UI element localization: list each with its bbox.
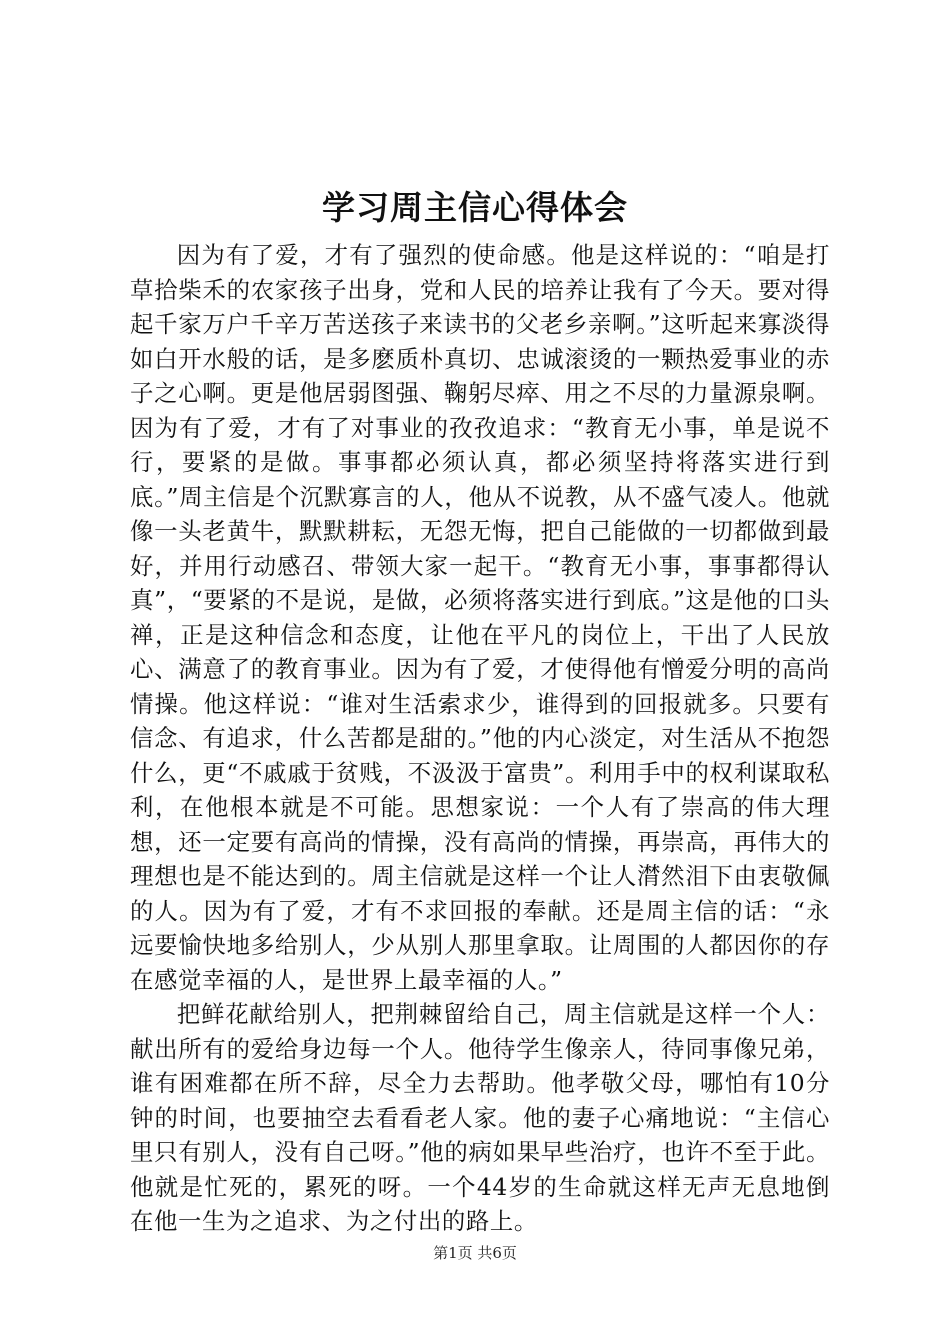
page-footer: 第1页 共6页 (433, 1244, 517, 1262)
document-body (130, 238, 830, 1239)
paragraph-2: 把鲜花献给别人，把荆棘留给自己，周主信就是这样一个人：献出所有的爱给身边每一个人。他待学生像亲人，待同事像兄弟，谁有困难都在所不辞，尽全力去帮助。他孝敬父母，哪怕有10分钟的时间，也要抽空去看看老人家。他的妻子心痛地说：“主信心里只有别人，没有自己呀。”他的病如果早些治疗，也许不至于此。他就是忙死的，累死的呀。一个44岁的生命就这样无声无息地倒在他一生为之追求、为之付出的路上。 (130, 1000, 830, 1235)
document-title: 学习周主信心得体会 (322, 188, 628, 227)
paragraph-1: 因为有了爱，才有了强烈的使命感。他是这样说的：“咱是打草拾柴禾的农家孩子出身，党和人民的培养让我有了今天。要对得起千家万户千辛万苦送孩子来读书的父老乡亲啊。”这听起来寡淡得如白开水般的话，是多麽质朴真切、忠诚滚烫的一颗热爱事业的赤子之心啊。更是他居弱图强、鞠躬尽瘁、用之不尽的力量源泉啊。因为有了爱，才有了对事业的孜孜追求：“教育无小事，单是说不行，要紧的是做。事事都必须认真，都必须坚持将落实进行到底。”周主信是个沉默寡言的人，他从不说教，从不盛气凌人。他就像一头老黄牛，默默耕耘，无怨无悔，把自己能做的一切都做到最好，并用行动感召、带领大家一起干。“教育无小事，事事都得认真”，“要紧的不是说，是做，必须将落实进行到底。”这是他的口头禅，正是这种信念和态度，让他在平凡的岗位上，干出了人民放心、满意了的教育事业。因为有了爱，才使得他有憎爱分明的高尚情操。他这样说：“谁对生活索求少，谁得到的回报就多。只要有信念、有追求，什么苦都是甜的。”他的内心淡定，对生活从不抱怨什么，更“不戚戚于贫贱，不汲汲于富贵”。利用手中的权利谋取私利，在他根本就是不可能。思想家说：一个人有了崇高的伟大理想，还一定要有高尚的情操，没有高尚的情操，再崇高，再伟大的理想也是不能达到的。周主信就是这样一个让人潸然泪下由衷敬佩的人。因为有了爱，才有不求回报的奉献。还是周主信的话：“永远要愉快地多给别人，少从别人那里拿取。让周围的人都因你的存在感觉幸福的人，是世界上最幸福的人。” (130, 241, 830, 994)
